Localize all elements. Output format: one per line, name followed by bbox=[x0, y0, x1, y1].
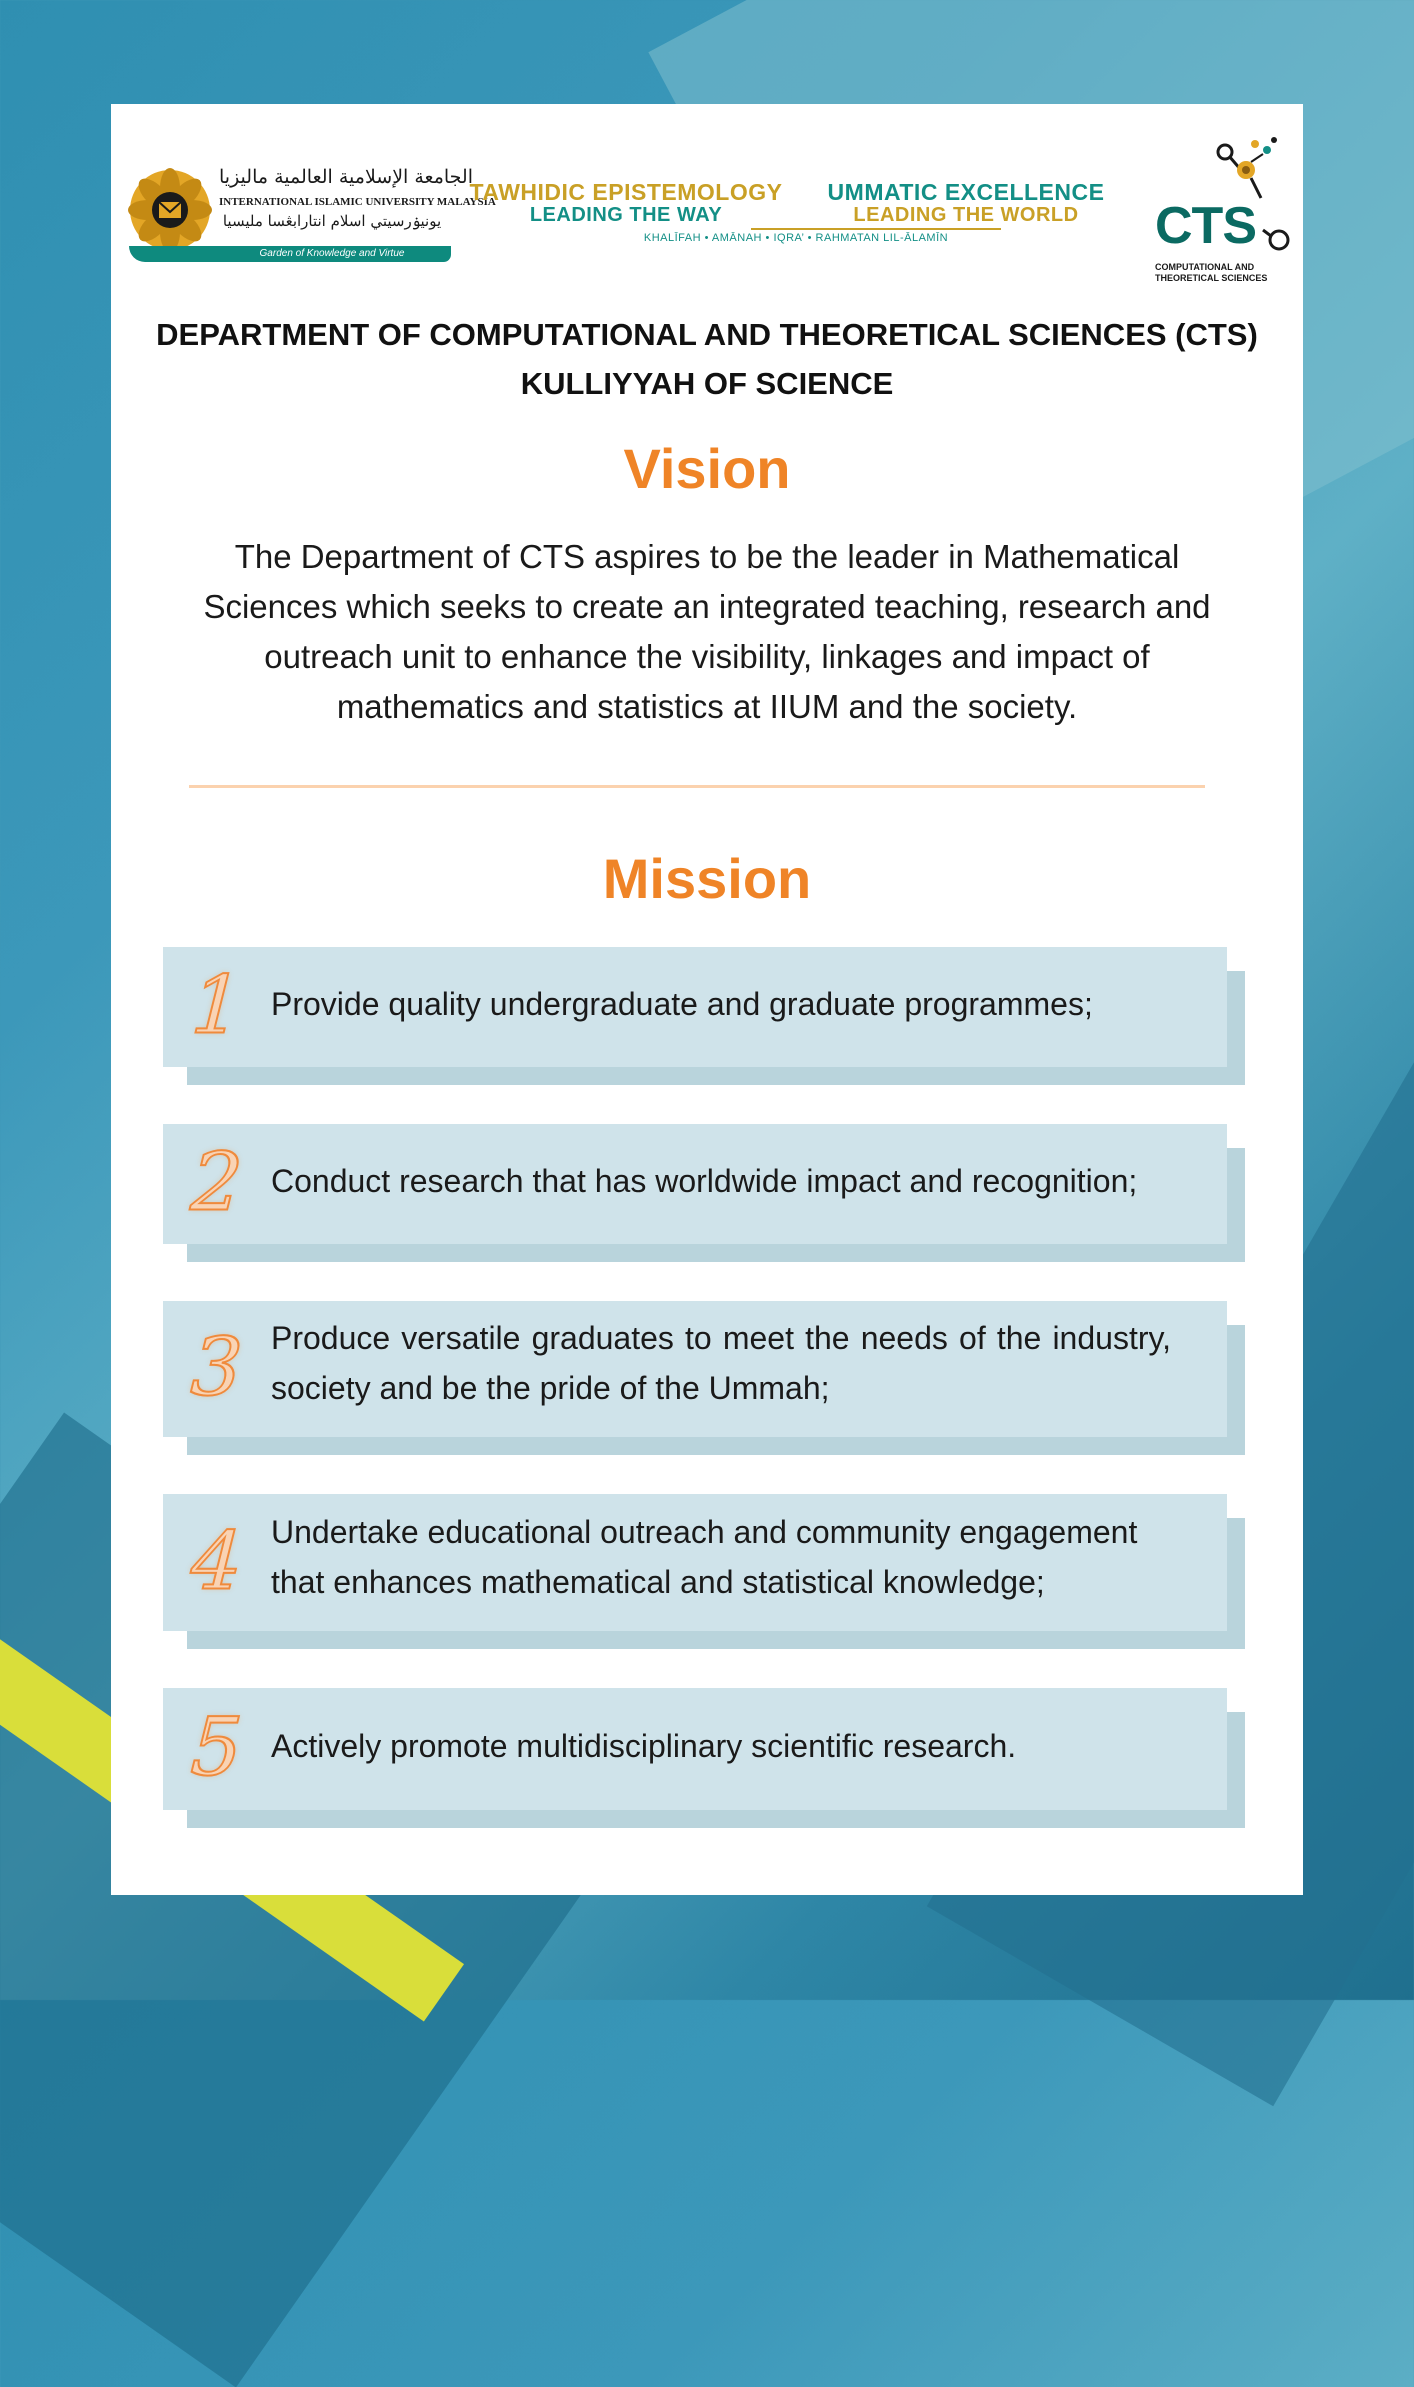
iium-arabic-name: الجامعة الإسلامية العالمية ماليزيا bbox=[219, 166, 474, 188]
tagline-right-line2: LEADING THE WORLD bbox=[853, 204, 1079, 226]
mission-number: 3 bbox=[179, 1320, 254, 1414]
mission-item-box bbox=[163, 1301, 1227, 1437]
poster-card bbox=[111, 104, 1303, 1895]
tagline-values: KHALĪFAH • AMĀNAH • IQRA’ • RAHMATAN LIL-ĀLAMĪN bbox=[643, 232, 949, 244]
tagline-tawhidic bbox=[461, 180, 791, 226]
mission-text: Produce versatile graduates to meet the needs of the industry, society and be the pride of the Ummah; bbox=[271, 1320, 1171, 1406]
department-name: DEPARTMENT OF COMPUTATIONAL AND THEORETICAL SCIENCES (CTS) bbox=[156, 317, 1258, 352]
tagline-left-line1: TAWHIDIC EPISTEMOLOGY bbox=[469, 179, 783, 205]
cts-logo bbox=[1151, 134, 1296, 284]
mission-number: 5 bbox=[179, 1700, 254, 1794]
tagline-right-line1: UMMATIC EXCELLENCE bbox=[827, 179, 1105, 205]
section-divider bbox=[189, 785, 1205, 788]
mission-number: 4 bbox=[179, 1514, 254, 1608]
iium-emblem-icon bbox=[125, 164, 215, 256]
mission-item bbox=[163, 1301, 1245, 1455]
mission-text: Undertake educational outreach and community engagement that enhances mathematical and statistical knowledge; bbox=[271, 1513, 1138, 1600]
mission-item bbox=[163, 1688, 1245, 1828]
iium-tagline: Garden of Knowledge and Virtue bbox=[259, 248, 405, 259]
iium-english-name: INTERNATIONAL ISLAMIC UNIVERSITY MALAYSIA bbox=[219, 196, 496, 208]
cts-caption: COMPUTATIONAL AND THEORETICAL SCIENCES bbox=[1155, 262, 1268, 283]
mission-text: Actively promote multidisciplinary scientific research. bbox=[271, 1728, 1017, 1764]
mission-item bbox=[163, 1124, 1245, 1262]
tagline-ummatic bbox=[801, 180, 1131, 226]
mission-item-box bbox=[163, 947, 1227, 1067]
tagline-divider bbox=[751, 228, 1001, 230]
mission-item bbox=[163, 947, 1245, 1085]
mission-text: Conduct research that has worldwide impact and recognition; bbox=[271, 1163, 1138, 1199]
iium-malay-name: يونيۏرسيتي اسلام انتارابڠسا مليسيا bbox=[222, 212, 442, 230]
department-heading bbox=[111, 310, 1303, 408]
mission-item-box bbox=[163, 1494, 1227, 1631]
mission-text: Provide quality undergraduate and graduate programmes; bbox=[271, 986, 1093, 1022]
vision-title: Vision bbox=[623, 437, 791, 500]
mission-title: Mission bbox=[602, 847, 812, 910]
mission-number: 2 bbox=[179, 1135, 254, 1229]
logo-header bbox=[111, 124, 1303, 284]
mission-item-box bbox=[163, 1124, 1227, 1244]
kulliyyah-name: KULLIYYAH OF SCIENCE bbox=[520, 366, 894, 401]
mission-item-box bbox=[163, 1688, 1227, 1810]
vision-statement: The Department of CTS aspires to be the leader in Mathematical Sciences which seeks to create an integrated teaching, research and outreach unit to enhance the visibility, linkages and impact of mathematics and statistics at IIUM and the society. bbox=[203, 538, 1211, 725]
cts-letters: CTS bbox=[1155, 197, 1256, 255]
iium-logo bbox=[125, 164, 496, 274]
tagline-left-line2: LEADING THE WAY bbox=[529, 204, 723, 226]
mission-item bbox=[163, 1494, 1245, 1649]
mission-number: 1 bbox=[179, 958, 254, 1052]
